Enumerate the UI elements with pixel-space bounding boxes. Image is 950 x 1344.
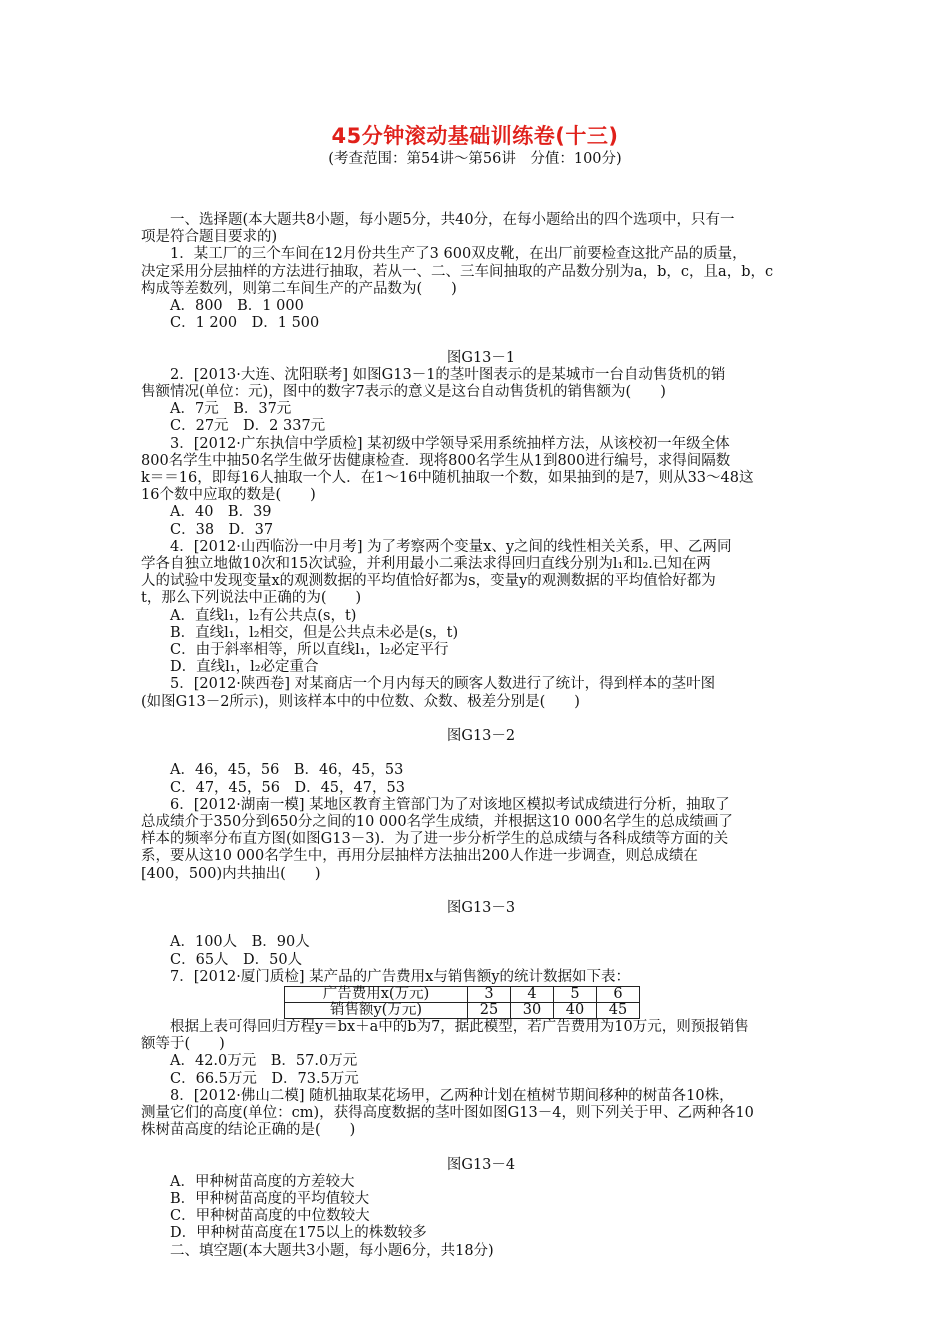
table-row — [285, 1003, 640, 1019]
figure-caption-g13-2: 图G13－2 — [446, 728, 516, 745]
section1-heading-line1: 一、选择题(本大题共8小题，每小题5分，共40分，在每小题给出的四个选项中，只有一 — [170, 212, 735, 228]
q3-line1: 3．[2012·广东执信中学质检] 某初级中学领导采用系统抽样方法，从该校初一年级全体 — [170, 435, 730, 452]
q2-line2: 售额情况(单位：元)，图中的数字7表示的意义是这台自动售货机的销售额为( ) — [141, 384, 666, 401]
document-body — [141, 212, 821, 1260]
q6-line2: 总成绩介于350分到650分之间的10 000名学生成绩，并根据这10 000名学生的总成绩画了 — [141, 814, 733, 831]
q6-line4: 系，要从这10 000名学生中，再用分层抽样方法抽出200人作进一步调查，则总成绩在 — [141, 848, 698, 865]
q7-data-table — [284, 986, 640, 1019]
table-cell: 30 — [511, 1003, 554, 1019]
section1-heading-line2: 项是符合题目要求的) — [141, 229, 278, 246]
page-title: 45分钟滚动基础训练卷(十三) — [331, 124, 619, 148]
table-cell: 4 — [511, 987, 554, 1003]
figure-caption-g13-4: 图G13－4 — [446, 1156, 516, 1173]
q8-line1: 8．[2012·佛山二模] 随机抽取某花场甲，乙两种计划在植树节期间移种的树苗各10株， — [170, 1087, 734, 1104]
q1-options-ab: A．800 B．1 000 — [170, 298, 304, 315]
q4-line2: 学各自独立地做10次和15次试验，并利用最小二乘法求得回归直线分别为l₁和l₂.已知在两 — [141, 556, 711, 573]
q7-line3: 额等于( ) — [141, 1036, 225, 1053]
q3-line3: k＝＝16，即每16人抽取一个人．在1～16中随机抽取一个数，如果抽到的是7，则从33～48这 — [141, 470, 754, 487]
q3-line2: 800名学生中抽50名学生做牙齿健康检查．现将800名学生从1到800进行编号，求得间隔数 — [141, 452, 731, 469]
q3-line4: 16个数中应取的数是( ) — [141, 487, 316, 504]
q7-line1: 7．[2012·厦门质检] 某产品的广告费用x与销售额y的统计数据如下表： — [170, 968, 631, 985]
q7-options-cd: C．66.5万元 D．73.5万元 — [170, 1070, 359, 1087]
q1-line3: 构成等差数列，则第二车间生产的产品数为( ) — [141, 280, 457, 297]
q5-options-ab: A．46，45，56 B．46，45，53 — [170, 762, 404, 779]
table-cell: 5 — [554, 987, 597, 1003]
q3-options-cd: C．38 D．37 — [170, 521, 274, 538]
q8-option-a: A．甲种树苗高度的方差较大 — [170, 1173, 355, 1190]
q3-options-ab: A．40 B．39 — [170, 504, 272, 521]
q5-options-cd: C．47，45，56 D．45，47，53 — [170, 779, 405, 796]
q2-options-cd: C．27元 D．2 337元 — [170, 418, 326, 435]
table-cell: 3 — [468, 987, 511, 1003]
q6-line5: [400，500)内共抽出( ) — [141, 865, 321, 882]
q8-line3: 株树苗高度的结论正确的是( ) — [141, 1122, 356, 1139]
q8-line2: 测量它们的高度(单位：cm)，获得高度数据的茎叶图如图G13－4，则下列关于甲、乙两种各10 — [141, 1105, 754, 1122]
q6-options-cd: C．65人 D．50人 — [170, 951, 303, 968]
q7-line2: 根据上表可得回归方程y＝bx＋a中的b为7，据此模型，若广告费用为10万元，则预报销售 — [170, 1019, 749, 1036]
q6-line3: 样本的频率分布直方图(如图G13－3)．为了进一步分析学生的总成绩与各科成绩等方面的关 — [141, 831, 729, 848]
q8-option-d: D．甲种树苗高度在175以上的株数较多 — [170, 1225, 427, 1242]
q2-line1: 2．[2013·大连、沈阳联考] 如图G13－1的茎叶图表示的是某城市一台自动售货机的销 — [170, 366, 726, 383]
q2-options-ab: A．7元 B．37元 — [170, 401, 292, 418]
q4-option-d: D．直线l₁，l₂必定重合 — [170, 659, 319, 676]
q4-line4: t，那么下列说法中正确的为( ) — [141, 590, 362, 607]
q4-line3: 人的试验中发现变量x的观测数据的平均值恰好都为s，变量y的观测数据的平均值恰好都为 — [141, 573, 716, 590]
q8-option-c: C．甲种树苗高度的中位数较大 — [170, 1208, 370, 1225]
q6-line1: 6．[2012·湖南一模] 某地区教育主管部门为了对该地区模拟考试成绩进行分析，抽取了 — [170, 796, 730, 813]
figure-caption-g13-3: 图G13－3 — [446, 900, 516, 917]
q5-line2: (如图G13－2所示)，则该样本中的中位数、众数、极差分别是( ) — [141, 693, 580, 710]
q4-option-c: C．由于斜率相等，所以直线l₁，l₂必定平行 — [170, 642, 449, 659]
figure-caption-g13-1: 图G13－1 — [446, 349, 516, 366]
table-cell: 45 — [597, 1003, 640, 1019]
page-subtitle: (考查范围：第54讲～第56讲 分值：100分) — [328, 151, 622, 167]
q4-option-a: A．直线l₁，l₂有公共点(s，t) — [170, 607, 357, 624]
table-cell: 销售额y(万元) — [285, 1003, 468, 1019]
table-row — [285, 987, 640, 1003]
q5-line1: 5．[2012·陕西卷] 对某商店一个月内每天的顾客人数进行了统计，得到样本的茎叶图 — [170, 676, 716, 693]
section2-heading: 二、填空题(本大题共3小题，每小题6分，共18分) — [170, 1242, 494, 1259]
q8-option-b: B．甲种树苗高度的平均值较大 — [170, 1191, 370, 1208]
q6-options-ab: A．100人 B．90人 — [170, 934, 310, 951]
table-cell: 广告费用x(万元) — [285, 987, 468, 1003]
q4-option-b: B．直线l₁，l₂相交，但是公共点未必是(s，t) — [170, 624, 459, 641]
q7-options-ab: A．42.0万元 B．57.0万元 — [170, 1053, 358, 1070]
table-cell: 25 — [468, 1003, 511, 1019]
q1-line1: 1．某工厂的三个车间在12月份共生产了3 600双皮靴，在出厂前要检查这批产品的质量， — [170, 246, 747, 263]
q1-options-cd: C．1 200 D．1 500 — [170, 315, 320, 332]
table-cell: 6 — [597, 987, 640, 1003]
q1-line2: 决定采用分层抽样的方法进行抽取，若从一、二、三车间抽取的产品数分别为a，b，c，且a，b，c — [141, 263, 774, 280]
q4-line1: 4．[2012·山西临汾一中月考] 为了考察两个变量x、y之间的线性相关关系，甲、乙两同 — [170, 538, 732, 555]
table-cell: 40 — [554, 1003, 597, 1019]
